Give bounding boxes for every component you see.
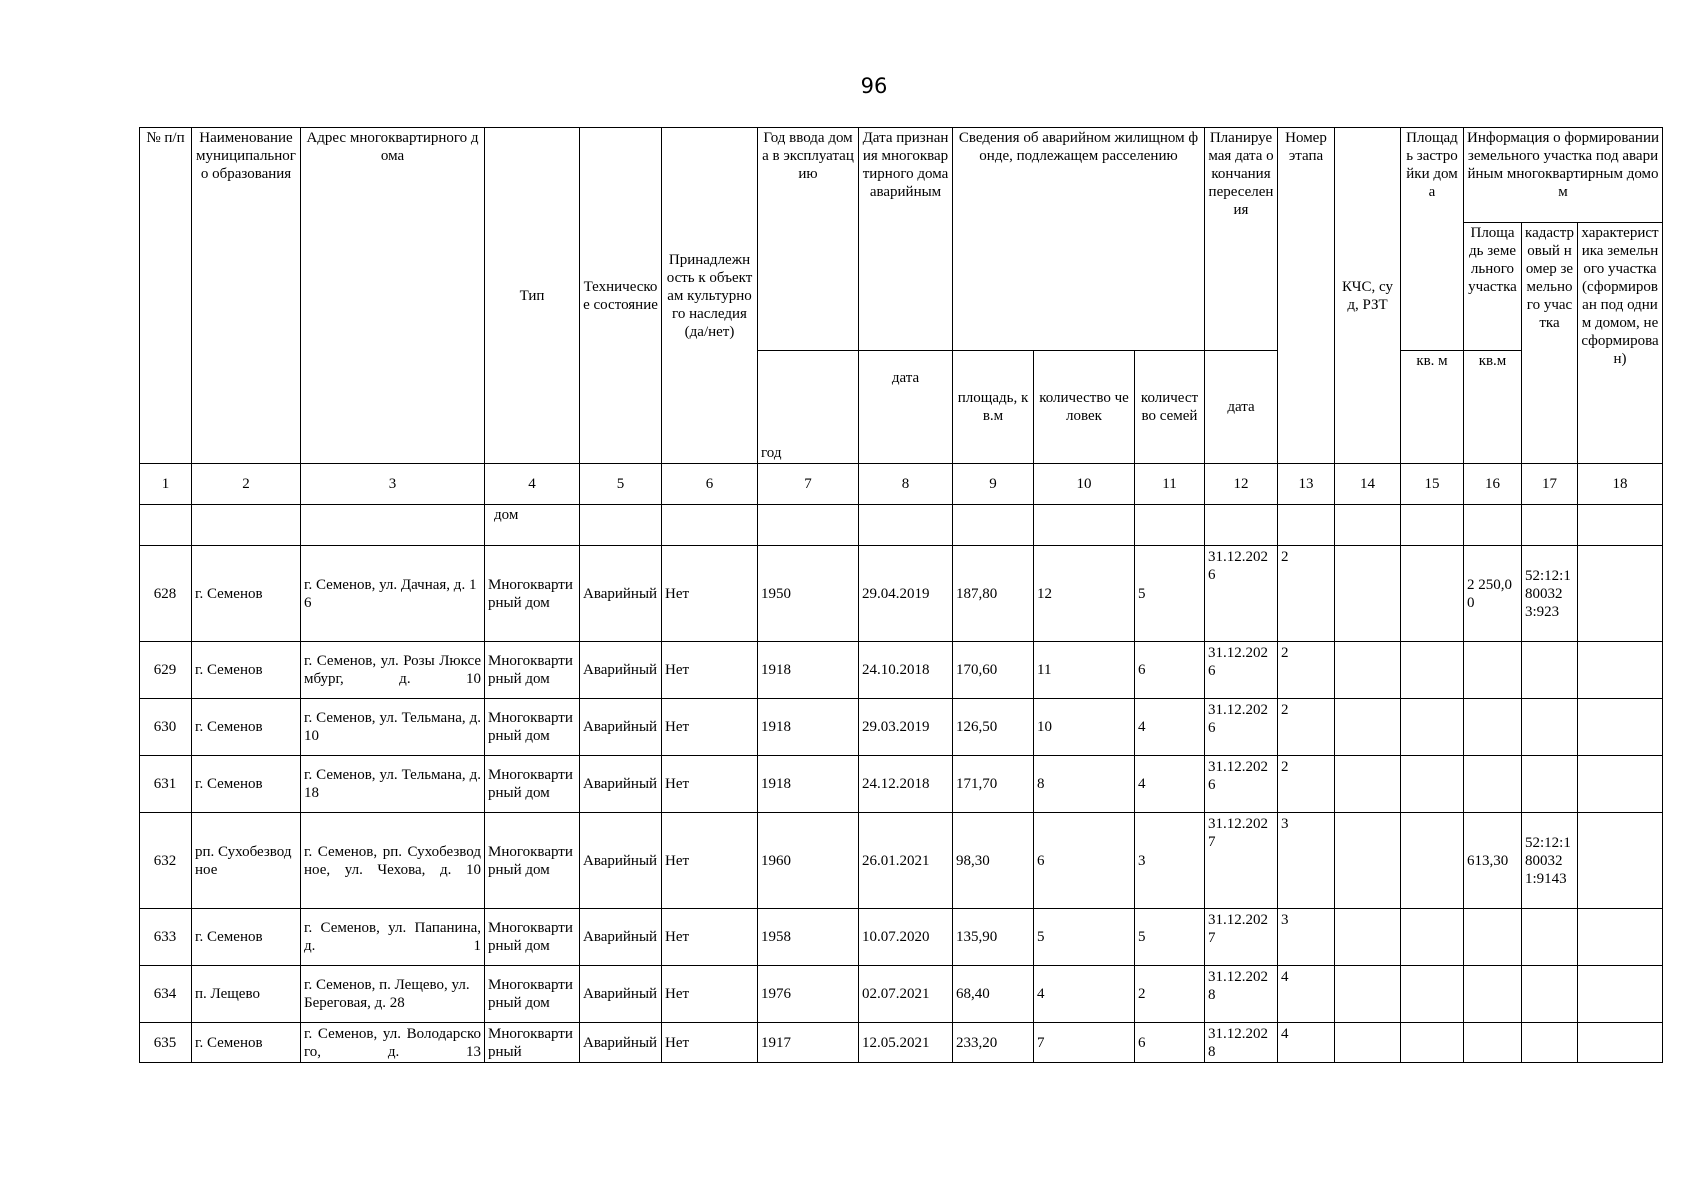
type-cell: Многоквартирный дом — [485, 756, 580, 813]
people-cell: 11 — [1034, 642, 1135, 699]
heritage-cell: Нет — [662, 966, 758, 1023]
planned-end-cell: 31.12.2026 — [1205, 642, 1278, 699]
column-number: 18 — [1578, 464, 1663, 505]
year-cell: 1960 — [758, 813, 859, 909]
header-built-area-unit: кв. м — [1401, 351, 1464, 464]
built-area-cell — [1401, 642, 1464, 699]
heritage-cell: Нет — [662, 699, 758, 756]
address-cell: г. Семенов, п. Лещево, ул. Береговая, д. 28 — [301, 966, 485, 1023]
land-area-cell — [1464, 1023, 1522, 1063]
built-area-cell — [1401, 546, 1464, 642]
planned-end-cell: 31.12.2028 — [1205, 966, 1278, 1023]
type-cell: Многоквартирный дом — [485, 642, 580, 699]
column-number: 2 — [192, 464, 301, 505]
column-number: 8 — [859, 464, 953, 505]
planned-end-cell: 31.12.2026 — [1205, 546, 1278, 642]
people-cell: 4 — [1034, 966, 1135, 1023]
land-area-cell — [1464, 909, 1522, 966]
people-cell: 8 — [1034, 756, 1135, 813]
row-number: 632 — [140, 813, 192, 909]
year-cell: 1950 — [758, 546, 859, 642]
people-cell: 12 — [1034, 546, 1135, 642]
header-people: количество человек — [1034, 351, 1135, 464]
emergency-housing-table — [139, 127, 1663, 1063]
header-planned-end: Планируемая дата окончания переселения — [1205, 128, 1278, 351]
cadastral-cell — [1522, 642, 1578, 699]
row-number: 630 — [140, 699, 192, 756]
type-cell: Многоквартирный дом — [485, 813, 580, 909]
families-cell: 6 — [1135, 642, 1205, 699]
families-cell: 3 — [1135, 813, 1205, 909]
heritage-cell: Нет — [662, 1023, 758, 1063]
type-cell: Многоквартирный дом — [485, 699, 580, 756]
header-cadastral: кадастровый номер земельного участка — [1522, 223, 1578, 464]
date-declared-cell: 24.10.2018 — [859, 642, 953, 699]
land-character-cell — [1578, 1023, 1663, 1063]
condition-cell: Аварийный — [580, 642, 662, 699]
table-row — [140, 909, 1663, 966]
people-cell: 10 — [1034, 699, 1135, 756]
column-number: 13 — [1278, 464, 1335, 505]
continuation-type: дом — [485, 505, 580, 546]
built-area-cell — [1401, 756, 1464, 813]
column-number: 12 — [1205, 464, 1278, 505]
municipality-cell: рп. Сухобезводное — [192, 813, 301, 909]
header-families: количество семей — [1135, 351, 1205, 464]
planned-end-cell: 31.12.2027 — [1205, 813, 1278, 909]
year-cell: 1917 — [758, 1023, 859, 1063]
heritage-cell: Нет — [662, 756, 758, 813]
families-cell: 4 — [1135, 699, 1205, 756]
kchs-cell — [1335, 966, 1401, 1023]
header-planned-end-unit: дата — [1205, 351, 1278, 464]
column-number: 5 — [580, 464, 662, 505]
header-land-area-unit: кв.м — [1464, 351, 1522, 464]
kchs-cell — [1335, 756, 1401, 813]
area-cell: 187,80 — [953, 546, 1034, 642]
address-cell: г. Семенов, ул. Володарского, д. 13 — [301, 1023, 485, 1063]
planned-end-cell: 31.12.2028 — [1205, 1023, 1278, 1063]
year-cell: 1958 — [758, 909, 859, 966]
families-cell: 5 — [1135, 909, 1205, 966]
land-character-cell — [1578, 546, 1663, 642]
condition-cell: Аварийный — [580, 909, 662, 966]
area-cell: 233,20 — [953, 1023, 1034, 1063]
header-heritage: Принадлежность к объектам культурного наследия (да/нет) — [662, 128, 758, 464]
heritage-cell: Нет — [662, 546, 758, 642]
cadastral-cell — [1522, 699, 1578, 756]
header-date-unit: дата — [859, 351, 953, 464]
row-number: 633 — [140, 909, 192, 966]
land-area-cell — [1464, 699, 1522, 756]
cadastral-cell: 52:12:180032 1:9143 — [1522, 813, 1578, 909]
land-area-cell: 613,30 — [1464, 813, 1522, 909]
date-declared-cell: 24.12.2018 — [859, 756, 953, 813]
built-area-cell — [1401, 699, 1464, 756]
table-row — [140, 756, 1663, 813]
header-address: Адрес многоквартирного дома — [301, 128, 485, 464]
row-number: 629 — [140, 642, 192, 699]
condition-cell: Аварийный — [580, 756, 662, 813]
header-land-character: характеристика земельного участка (сформирован под одним домом, не сформирован) — [1578, 223, 1663, 464]
type-cell: Многоквартирный дом — [485, 909, 580, 966]
municipality-cell: г. Семенов — [192, 546, 301, 642]
table-row — [140, 546, 1663, 642]
stage-cell: 2 — [1278, 699, 1335, 756]
kchs-cell — [1335, 909, 1401, 966]
row-number: 631 — [140, 756, 192, 813]
kchs-cell — [1335, 813, 1401, 909]
area-cell: 135,90 — [953, 909, 1034, 966]
area-cell: 126,50 — [953, 699, 1034, 756]
built-area-cell — [1401, 909, 1464, 966]
cadastral-cell: 52:12:180032 3:923 — [1522, 546, 1578, 642]
column-numbers-row — [140, 464, 1663, 505]
planned-end-cell: 31.12.2027 — [1205, 909, 1278, 966]
condition-cell: Аварийный — [580, 966, 662, 1023]
header-no: № п/п — [140, 128, 192, 464]
people-cell: 7 — [1034, 1023, 1135, 1063]
table-row — [140, 813, 1663, 909]
stage-cell: 3 — [1278, 909, 1335, 966]
table-row — [140, 1023, 1663, 1063]
header-stage: Номер этапа — [1278, 128, 1335, 464]
header-year-commissioned: Год ввода дома в эксплуатацию — [758, 128, 859, 351]
page-number: 96 — [860, 74, 888, 98]
condition-cell: Аварийный — [580, 699, 662, 756]
table-row — [140, 966, 1663, 1023]
stage-cell: 2 — [1278, 546, 1335, 642]
area-cell: 170,60 — [953, 642, 1034, 699]
column-number: 15 — [1401, 464, 1464, 505]
municipality-cell: г. Семенов — [192, 699, 301, 756]
built-area-cell — [1401, 966, 1464, 1023]
year-cell: 1918 — [758, 642, 859, 699]
header-municipality: Наименование муниципального образования — [192, 128, 301, 464]
header-land-info: Информация о формировании земельного участка под аварийным многоквартирным домом — [1464, 128, 1663, 223]
address-cell: г. Семенов, рп. Сухобезводное, ул. Чехова, д. 10 — [301, 813, 485, 909]
date-declared-cell: 02.07.2021 — [859, 966, 953, 1023]
municipality-cell: г. Семенов — [192, 756, 301, 813]
date-declared-cell: 29.04.2019 — [859, 546, 953, 642]
year-cell: 1918 — [758, 699, 859, 756]
column-number: 14 — [1335, 464, 1401, 505]
cadastral-cell — [1522, 756, 1578, 813]
planned-end-cell: 31.12.2026 — [1205, 699, 1278, 756]
stage-cell: 2 — [1278, 642, 1335, 699]
kchs-cell — [1335, 642, 1401, 699]
row-number: 634 — [140, 966, 192, 1023]
condition-cell: Аварийный — [580, 813, 662, 909]
header-land-area: Площадь земельного участка — [1464, 223, 1522, 351]
row-number: 628 — [140, 546, 192, 642]
families-cell: 2 — [1135, 966, 1205, 1023]
address-cell: г. Семенов, ул. Розы Люксембург, д. 10 — [301, 642, 485, 699]
cadastral-cell — [1522, 1023, 1578, 1063]
header-area: площадь, кв.м — [953, 351, 1034, 464]
column-number: 3 — [301, 464, 485, 505]
type-cell: Многоквартирный дом — [485, 966, 580, 1023]
land-character-cell — [1578, 642, 1663, 699]
column-number: 1 — [140, 464, 192, 505]
type-cell: Многоквартирный дом — [485, 546, 580, 642]
header-emergency-housing: Сведения об аварийном жилищном фонде, подлежащем расселению — [953, 128, 1205, 351]
land-area-cell — [1464, 756, 1522, 813]
heritage-cell: Нет — [662, 909, 758, 966]
land-character-cell — [1578, 813, 1663, 909]
land-character-cell — [1578, 756, 1663, 813]
address-cell: г. Семенов, ул. Дачная, д. 16 — [301, 546, 485, 642]
header-built-area: Площадь застройки дома — [1401, 128, 1464, 351]
land-area-cell — [1464, 966, 1522, 1023]
land-character-cell — [1578, 699, 1663, 756]
stage-cell: 4 — [1278, 1023, 1335, 1063]
table-row — [140, 699, 1663, 756]
land-area-cell — [1464, 642, 1522, 699]
area-cell: 98,30 — [953, 813, 1034, 909]
column-number: 17 — [1522, 464, 1578, 505]
land-character-cell — [1578, 966, 1663, 1023]
municipality-cell: г. Семенов — [192, 909, 301, 966]
header-condition: Техническое состояние — [580, 128, 662, 464]
column-number: 10 — [1034, 464, 1135, 505]
people-cell: 6 — [1034, 813, 1135, 909]
header-kchs: КЧС, суд, РЗТ — [1335, 128, 1401, 464]
people-cell: 5 — [1034, 909, 1135, 966]
date-declared-cell: 29.03.2019 — [859, 699, 953, 756]
column-number: 9 — [953, 464, 1034, 505]
families-cell: 6 — [1135, 1023, 1205, 1063]
date-declared-cell: 10.07.2020 — [859, 909, 953, 966]
planned-end-cell: 31.12.2026 — [1205, 756, 1278, 813]
kchs-cell — [1335, 699, 1401, 756]
area-cell: 171,70 — [953, 756, 1034, 813]
kchs-cell — [1335, 546, 1401, 642]
families-cell: 5 — [1135, 546, 1205, 642]
column-number: 11 — [1135, 464, 1205, 505]
built-area-cell — [1401, 1023, 1464, 1063]
column-number: 6 — [662, 464, 758, 505]
stage-cell: 2 — [1278, 756, 1335, 813]
date-declared-cell: 12.05.2021 — [859, 1023, 953, 1063]
municipality-cell: г. Семенов — [192, 642, 301, 699]
municipality-cell: г. Семенов — [192, 1023, 301, 1063]
cadastral-cell — [1522, 909, 1578, 966]
column-number: 4 — [485, 464, 580, 505]
column-number: 7 — [758, 464, 859, 505]
kchs-cell — [1335, 1023, 1401, 1063]
address-cell: г. Семенов, ул. Папанина, д. 1 — [301, 909, 485, 966]
header-type: Тип — [485, 128, 580, 464]
header-year-unit: год — [758, 351, 859, 464]
heritage-cell: Нет — [662, 642, 758, 699]
heritage-cell: Нет — [662, 813, 758, 909]
area-cell: 68,40 — [953, 966, 1034, 1023]
land-area-cell: 2 250,00 — [1464, 546, 1522, 642]
column-number: 16 — [1464, 464, 1522, 505]
stage-cell: 4 — [1278, 966, 1335, 1023]
cadastral-cell — [1522, 966, 1578, 1023]
header-date-declared: Дата признания многоквартирного дома аварийным — [859, 128, 953, 351]
continuation-row — [140, 505, 1663, 546]
year-cell: 1918 — [758, 756, 859, 813]
condition-cell: Аварийный — [580, 1023, 662, 1063]
table-row — [140, 642, 1663, 699]
type-cell: Многоквартирный — [485, 1023, 580, 1063]
year-cell: 1976 — [758, 966, 859, 1023]
municipality-cell: п. Лещево — [192, 966, 301, 1023]
row-number: 635 — [140, 1023, 192, 1063]
address-cell: г. Семенов, ул. Тельмана, д. 10 — [301, 699, 485, 756]
land-character-cell — [1578, 909, 1663, 966]
address-cell: г. Семенов, ул. Тельмана, д. 18 — [301, 756, 485, 813]
condition-cell: Аварийный — [580, 546, 662, 642]
date-declared-cell: 26.01.2021 — [859, 813, 953, 909]
built-area-cell — [1401, 813, 1464, 909]
families-cell: 4 — [1135, 756, 1205, 813]
stage-cell: 3 — [1278, 813, 1335, 909]
